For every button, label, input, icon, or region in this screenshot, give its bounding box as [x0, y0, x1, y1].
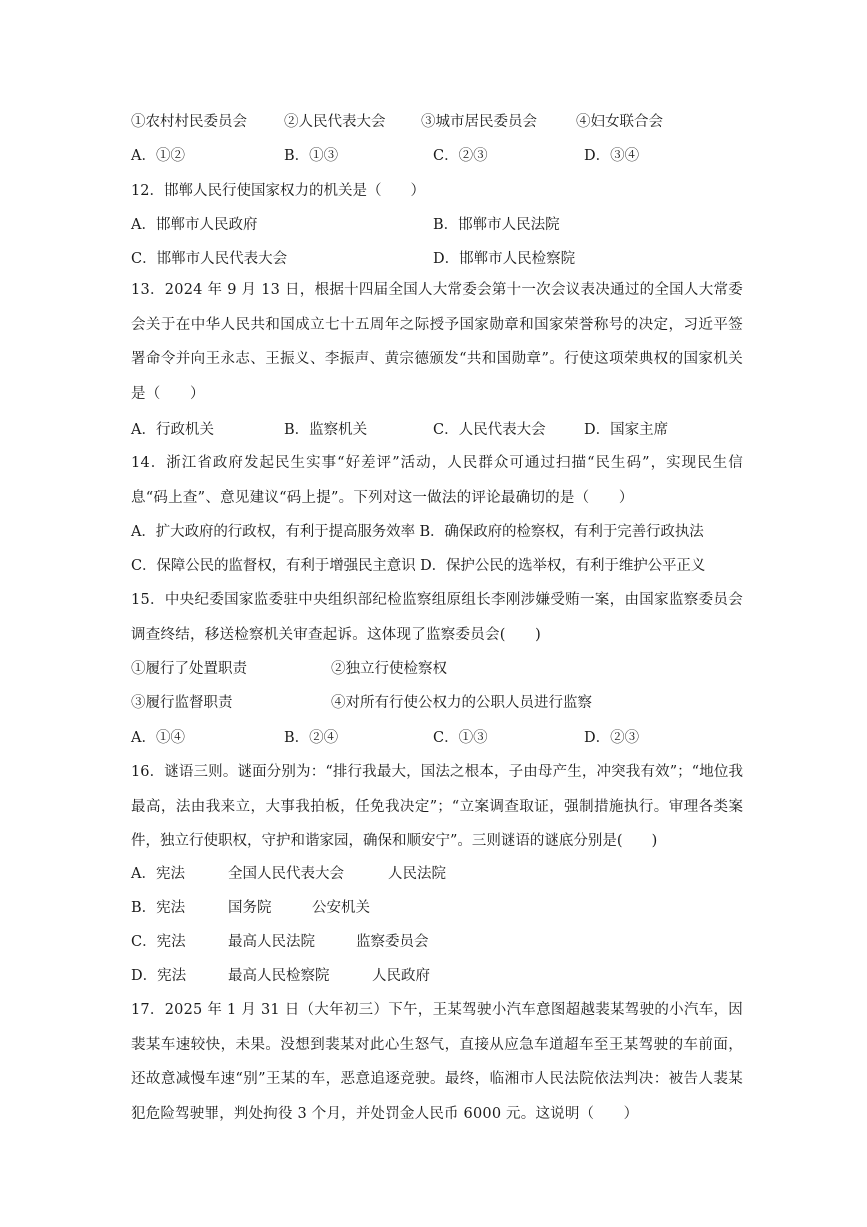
- q16-option-c-third: 监察委员会: [356, 934, 429, 950]
- q14-options-cd: C．保障公民的监督权，有利于增强民主意识 D．保护公民的选举权，有利于维护公平正义: [131, 558, 706, 574]
- q15-option-a: A．①④: [131, 730, 185, 746]
- q15-item-4: ④对所有行使公权力的公职人员进行监察: [331, 695, 592, 711]
- q14-stem: 14．浙江省政府发起民生实事“好差评”活动，人民群众可通过扫描“民生码”，实现民生信息“码上查”、意见建议“码上提”。下列对这一做法的评论最确切的是（ ）: [131, 455, 743, 506]
- q15-stem: 15．中央纪委国家监委驻中央组织部纪检监察组原组长李刚涉嫌受贿一案，由国家监察委员会调查终结，移送检察机关审查起诉。这体现了监察委员会( ): [131, 592, 743, 643]
- q12-option-a: A．邯郸市人民政府: [131, 217, 258, 233]
- q12-option-d: D．邯郸市人民检察院: [433, 251, 576, 267]
- q16-option-a-label: A．宪法: [131, 866, 185, 882]
- q16-stem: 16．谜语三则。谜面分别为：“排行我最大，国法之根本，子由母产生，冲突我有效”；“地位我最高，法由我来立，大事我拍板，任免我决定”；“立案调查取证，强制措施执行。审理各类案件，独立行使职权，守护和谐家园，确保和顺安宁”。三则谜语的谜底分别是( ): [131, 764, 743, 849]
- q13-option-d: D．国家主席: [584, 422, 669, 438]
- q12-stem: 12．邯郸人民行使国家权力的机关是（ ）: [131, 183, 425, 199]
- q11-option-a: A．①②: [131, 148, 185, 164]
- q16-option-a-third: 人民法院: [388, 866, 446, 882]
- q11-option-b: B．①③: [284, 148, 339, 164]
- q12-option-b: B．邯郸市人民法院: [433, 217, 560, 233]
- q12-option-c: C．邯郸市人民代表大会: [131, 251, 288, 267]
- q14-options-ab: A．扩大政府的行政权，有利于提高服务效率 B．确保政府的检察权，有利于完善行政执法: [131, 524, 704, 540]
- q17-stem: 17．2025 年 1 月 31 日（大年初三）下午，王某驾驶小汽车意图超越裴某驾驶的小汽车，因裴某车速较快，未果。没想到裴某对此心生怒气，直接从应急车道超车至王某驾驶的车前面，还故意减慢车速“别”王某的车，恶意追逐竞驶。最终，临湘市人民法院依法判决：被告人裴某犯危险驾驶罪，判处拘役 3 个月，并处罚金人民币 6000 元。这说明（ ）: [131, 1002, 743, 1122]
- q11-item-3: ③城市居民委员会: [421, 114, 537, 130]
- q13-option-c: C．人民代表大会: [433, 422, 546, 438]
- q16-option-c-label: C．宪法: [131, 934, 186, 950]
- q16-option-b-second: 国务院: [228, 900, 272, 916]
- q11-item-1: ①农村村民委员会: [131, 114, 247, 130]
- q15-option-b: B．②④: [284, 730, 339, 746]
- q15-item-1: ①履行了处置职责: [131, 661, 247, 677]
- q11-item-4: ④妇女联合会: [576, 114, 663, 130]
- q16-option-d-second: 最高人民检察院: [228, 968, 330, 984]
- q16-option-d-third: 人民政府: [372, 968, 430, 984]
- q15-item-2: ②独立行使检察权: [331, 661, 447, 677]
- q11-option-d: D．③④: [584, 148, 640, 164]
- q16-option-d-label: D．宪法: [131, 968, 187, 984]
- q16-option-b-third: 公安机关: [312, 900, 370, 916]
- q13-option-a: A．行政机关: [131, 422, 214, 438]
- q16-option-a-second: 全国人民代表大会: [228, 866, 344, 882]
- q15-option-c: C．①③: [433, 730, 488, 746]
- q11-option-c: C．②③: [433, 148, 488, 164]
- q13-option-b: B．监察机关: [284, 422, 368, 438]
- q16-option-b-label: B．宪法: [131, 900, 186, 916]
- q11-item-2: ②人民代表大会: [284, 114, 386, 130]
- q13-stem: 13．2024 年 9 月 13 日，根据十四届全国人大常委会第十一次会议表决通过的全国人大常委会关于在中华人民共和国成立七十五周年之际授予国家勋章和国家荣誉称号的决定，习近平签署命令并向王永志、王振义、李振声、黄宗德颁发“共和国勋章”。行使这项荣典权的国家机关是（ ）: [131, 282, 743, 402]
- q15-item-3: ③履行监督职责: [131, 695, 233, 711]
- q15-option-d: D．②③: [584, 730, 640, 746]
- q16-option-c-second: 最高人民法院: [228, 934, 315, 950]
